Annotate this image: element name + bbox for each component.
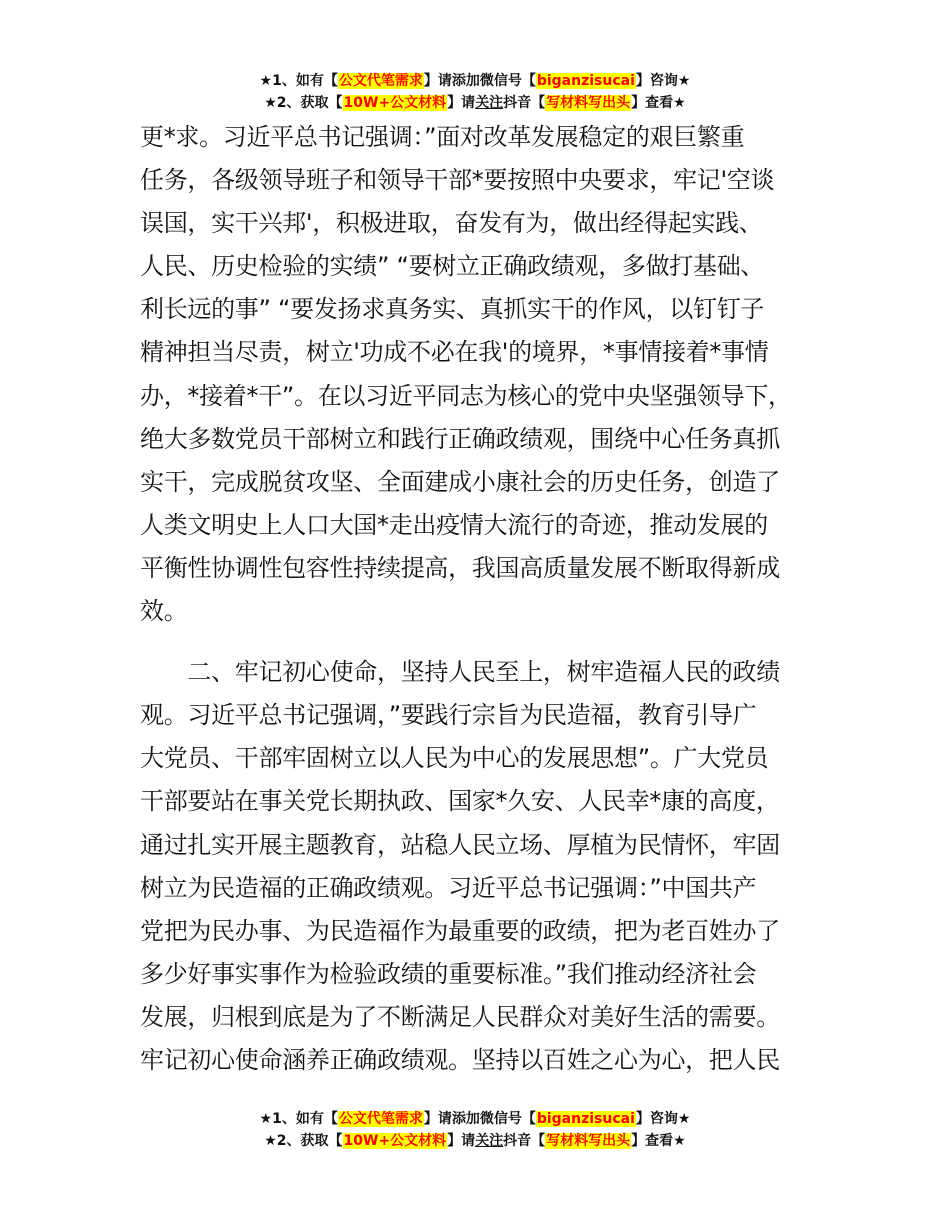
banner-text: 抖音【	[503, 95, 546, 111]
highlight-douyin-account: 写材料写出头	[546, 1133, 631, 1149]
text-line: 任务，各级领导班子和领导干部*要按照中央要求，牢记'空谈	[140, 166, 775, 195]
highlight-douyin-account: 写材料写出头	[546, 95, 631, 111]
text-line: 树立为民造福的正确政绩观。习近平总书记强调：”中国共产	[140, 873, 757, 902]
text-line: 人民、历史检验的实绩” “要树立正确政绩观，多做打基础、	[140, 252, 765, 281]
text-line: 观。习近平总书记强调，”要践行宗旨为民造福，教育引导广	[140, 701, 757, 730]
underlined-follow: 关注	[475, 1133, 504, 1149]
text-line: 多少好事实事作为检验政绩的重要标准。”我们推动经济社会	[140, 959, 757, 988]
text-line: 大党员、干部牢固树立以人民为中心的发展思想”。广大党员	[140, 744, 769, 773]
banner-text: ★2、获取【	[264, 1133, 343, 1149]
banner-line-2	[0, 1130, 950, 1152]
text-line: 发展，归根到底是为了不断满足人民群众对美好生活的需要。	[140, 1002, 780, 1031]
underlined-follow: 关注	[475, 95, 504, 111]
paragraph-2	[140, 651, 830, 1082]
banner-text: ★2、获取【	[264, 95, 343, 111]
text-line: 实干，完成脱贫攻坚、全面建成小康社会的历史任务，创造了	[140, 467, 780, 496]
text-line: 平衡性协调性包容性持续提高，我国高质量发展不断取得新成	[140, 553, 780, 582]
highlight-ghostwriting-service: 公文代笔需求	[338, 1111, 423, 1127]
text-line: 精神担当尽责，树立'功成不必在我'的境界，*事情接着*事情	[140, 338, 769, 367]
banner-text: 】咨询★	[635, 1111, 691, 1127]
text-line: 误国，实干兴邦'，积极进取，奋发有为，做出经得起实践、	[140, 209, 763, 238]
highlight-materials: 10W+公文材料	[343, 1133, 447, 1149]
text-line: 绝大多数党员干部树立和践行正确政绩观，围绕中心任务真抓	[140, 424, 780, 453]
text-line: 人类文明史上人口大国*走出疫情大流行的奇迹，推动发展的	[140, 510, 768, 539]
banner-text: 】查看★	[631, 1133, 686, 1149]
text-line: 干部要站在事关党长期执政、国家*久安、人民幸*康的高度，	[140, 787, 780, 816]
banner-text: 】查看★	[631, 95, 686, 111]
banner-text: 抖音【	[503, 1133, 546, 1149]
banner-line-1	[0, 1108, 950, 1130]
text-line: 利长远的事” “要发扬求真务实、真抓实干的作风，以钉钉子	[140, 295, 765, 324]
text-line: 效。	[140, 597, 188, 626]
text-line: 牢记初心使命涵养正确政绩观。坚持以百姓之心为心，把人民	[140, 1045, 780, 1074]
text-line: 更*求。习近平总书记强调：”面对改革发展稳定的艰巨繁重	[140, 123, 745, 151]
text-line: 党把为民办事、为民造福作为最重要的政绩，把为老百姓办了	[140, 916, 780, 945]
banner-text: ★1、如有【	[259, 1111, 338, 1127]
text-line: 二、牢记初心使命，坚持人民至上，树牢造福人民的政绩	[140, 658, 780, 687]
banner-text: 】请添加微信号【	[423, 73, 536, 89]
footer-banner	[0, 1108, 950, 1152]
text-line: 办，*接着*干”。在以习近平同志为核心的党中央坚强领导下，	[140, 381, 792, 410]
document-body	[140, 116, 830, 1082]
highlight-wechat-id: biganzisucai	[536, 73, 635, 89]
header-banner	[0, 70, 950, 114]
banner-text: 】请	[447, 95, 476, 111]
banner-line-1	[0, 70, 950, 92]
banner-line-2	[0, 92, 950, 114]
text-line: 通过扎实开展主题教育，站稳人民立场、厚植为民情怀，牢固	[140, 830, 780, 859]
banner-text: ★1、如有【	[259, 73, 338, 89]
highlight-materials: 10W+公文材料	[343, 95, 447, 111]
paragraph-1	[140, 116, 830, 633]
banner-text: 】请添加微信号【	[423, 1111, 536, 1127]
banner-text: 】请	[447, 1133, 476, 1149]
highlight-wechat-id: biganzisucai	[536, 1111, 635, 1127]
banner-text: 】咨询★	[635, 73, 691, 89]
highlight-ghostwriting-service: 公文代笔需求	[338, 73, 423, 89]
